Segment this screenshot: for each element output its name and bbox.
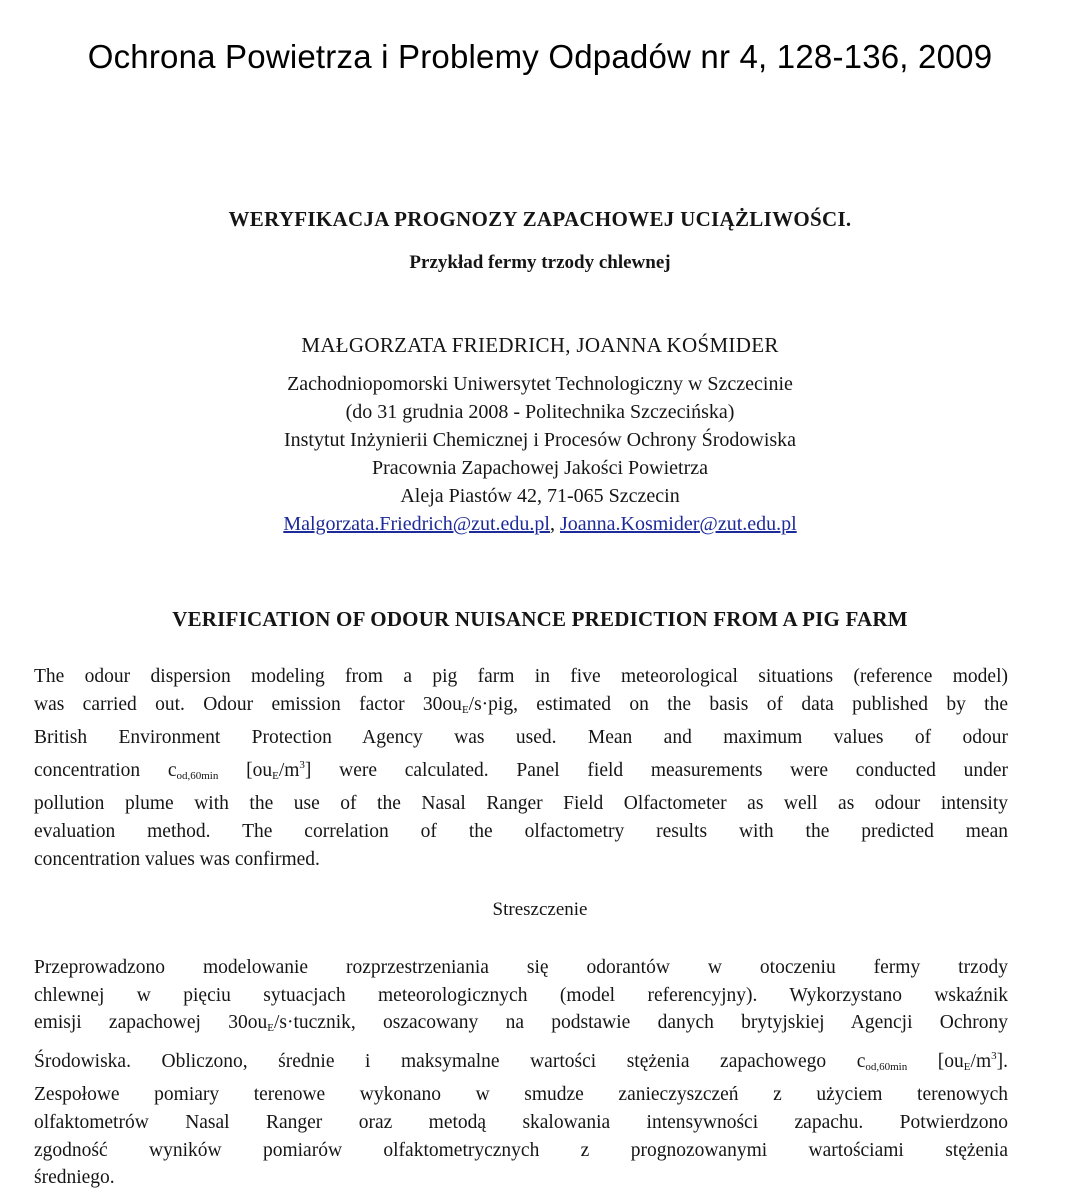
email-link-kosmider[interactable]: Joanna.Kosmider@zut.edu.pl [559,513,797,535]
abstract-polish-line: Przeprowadzono modelowanie rozprzestrzeniania się odorantów w otoczeniu fermy trzody [34,957,1008,978]
abstract-polish [34,954,1008,1192]
author-emails [0,510,1080,538]
author-list: MAŁGORZATA FRIEDRICH, JOANNA KOŚMIDER [301,333,779,357]
affiliation-block [0,370,1080,538]
streszczenie-heading: Streszczenie [492,899,588,920]
abstract-polish-line: emisji zapachowej $30ou_E/s\cdot tucznik$, oszacowany na podstawie danych brytyjskiej Agencji Ochrony [34,1012,1008,1035]
affiliation-university: Zachodniopomorski Uniwersytet Technologiczny w Szczecinie [287,373,793,395]
affiliation-institute: Instytut Inżynierii Chemicznej i Procesów Ochrony Środowiska [283,429,797,451]
abstract-polish-line: Zespołowe pomiary terenowe wykonano w smudze zanieczyszczeń z użyciem terenowych [34,1084,1008,1106]
affiliation-laboratory: Pracownia Zapachowej Jakości Powietrza [372,457,708,479]
article-subtitle-polish: Przykład fermy trzody chlewnej [409,252,671,273]
article-title-english: VERIFICATION OF ODOUR NUISANCE PREDICTION FROM A PIG FARM [172,607,908,631]
abstract-english-line: British Environment Protection Agency was used. Mean and maximum values of odour [34,727,1008,749]
affiliation-address: Aleja Piastów 42, 71-065 Szczecin [400,485,680,507]
abstract-english-line: pollution plume with the use of the Nasal Ranger Field Olfactometer as well as odour intensity [34,793,1008,815]
abstract-english [34,663,1008,873]
journal-header: Ochrona Powietrza i Problemy Odpadów nr 4, 128-136, 2009 [87,38,993,75]
email-link-friedrich[interactable]: Malgorzata.Friedrich@zut.edu.pl [283,513,550,535]
abstract-polish-line: średniego. [34,1167,115,1189]
abstract-english-line: concentration values was confirmed. [34,848,320,870]
email-separator: , [549,513,560,535]
article-title-polish: WERYFIKACJA PROGNOZY ZAPACHOWEJ UCIĄŻLIWOŚCI. [228,207,852,231]
abstract-polish-line: olfaktometrów Nasal Ranger oraz metodą skalowania intensywności zapachu. Potwierdzono [34,1111,1008,1133]
abstract-polish-line: chlewnej w pięciu sytuacjach meteorologicznych (model referencyjny). Wykorzystano wskaźnik [34,984,1008,1006]
abstract-polish-line: Środowiska. Obliczono, średnie i maksymalne wartości stężenia zapachowego $c_{od,60min}$ $[ou_E/m^3]$. [34,1049,1008,1073]
abstract-english-line: evaluation method. The correlation of the olfactometry results with the predicted mean [34,820,1008,842]
abstract-english-line: The odour dispersion modeling from a pig farm in five meteorological situations (reference model) [34,666,1008,687]
abstract-english-line: concentration $c_{od,60min}$ $[ou_E/m^3]$ were calculated. Panel field measurements were conducted under [34,758,1008,782]
abstract-polish-line: zgodność wyników pomiarów olfaktometrycznych z prognozowanymi wartościami stężenia [34,1139,1008,1161]
abstract-english-line: was carried out. Odour emission factor $30ou_E/s\cdot pig$, estimated on the basis of data published by the [34,693,1008,716]
affiliation-former-name: (do 31 grudnia 2008 - Politechnika Szczecińska) [345,401,735,423]
